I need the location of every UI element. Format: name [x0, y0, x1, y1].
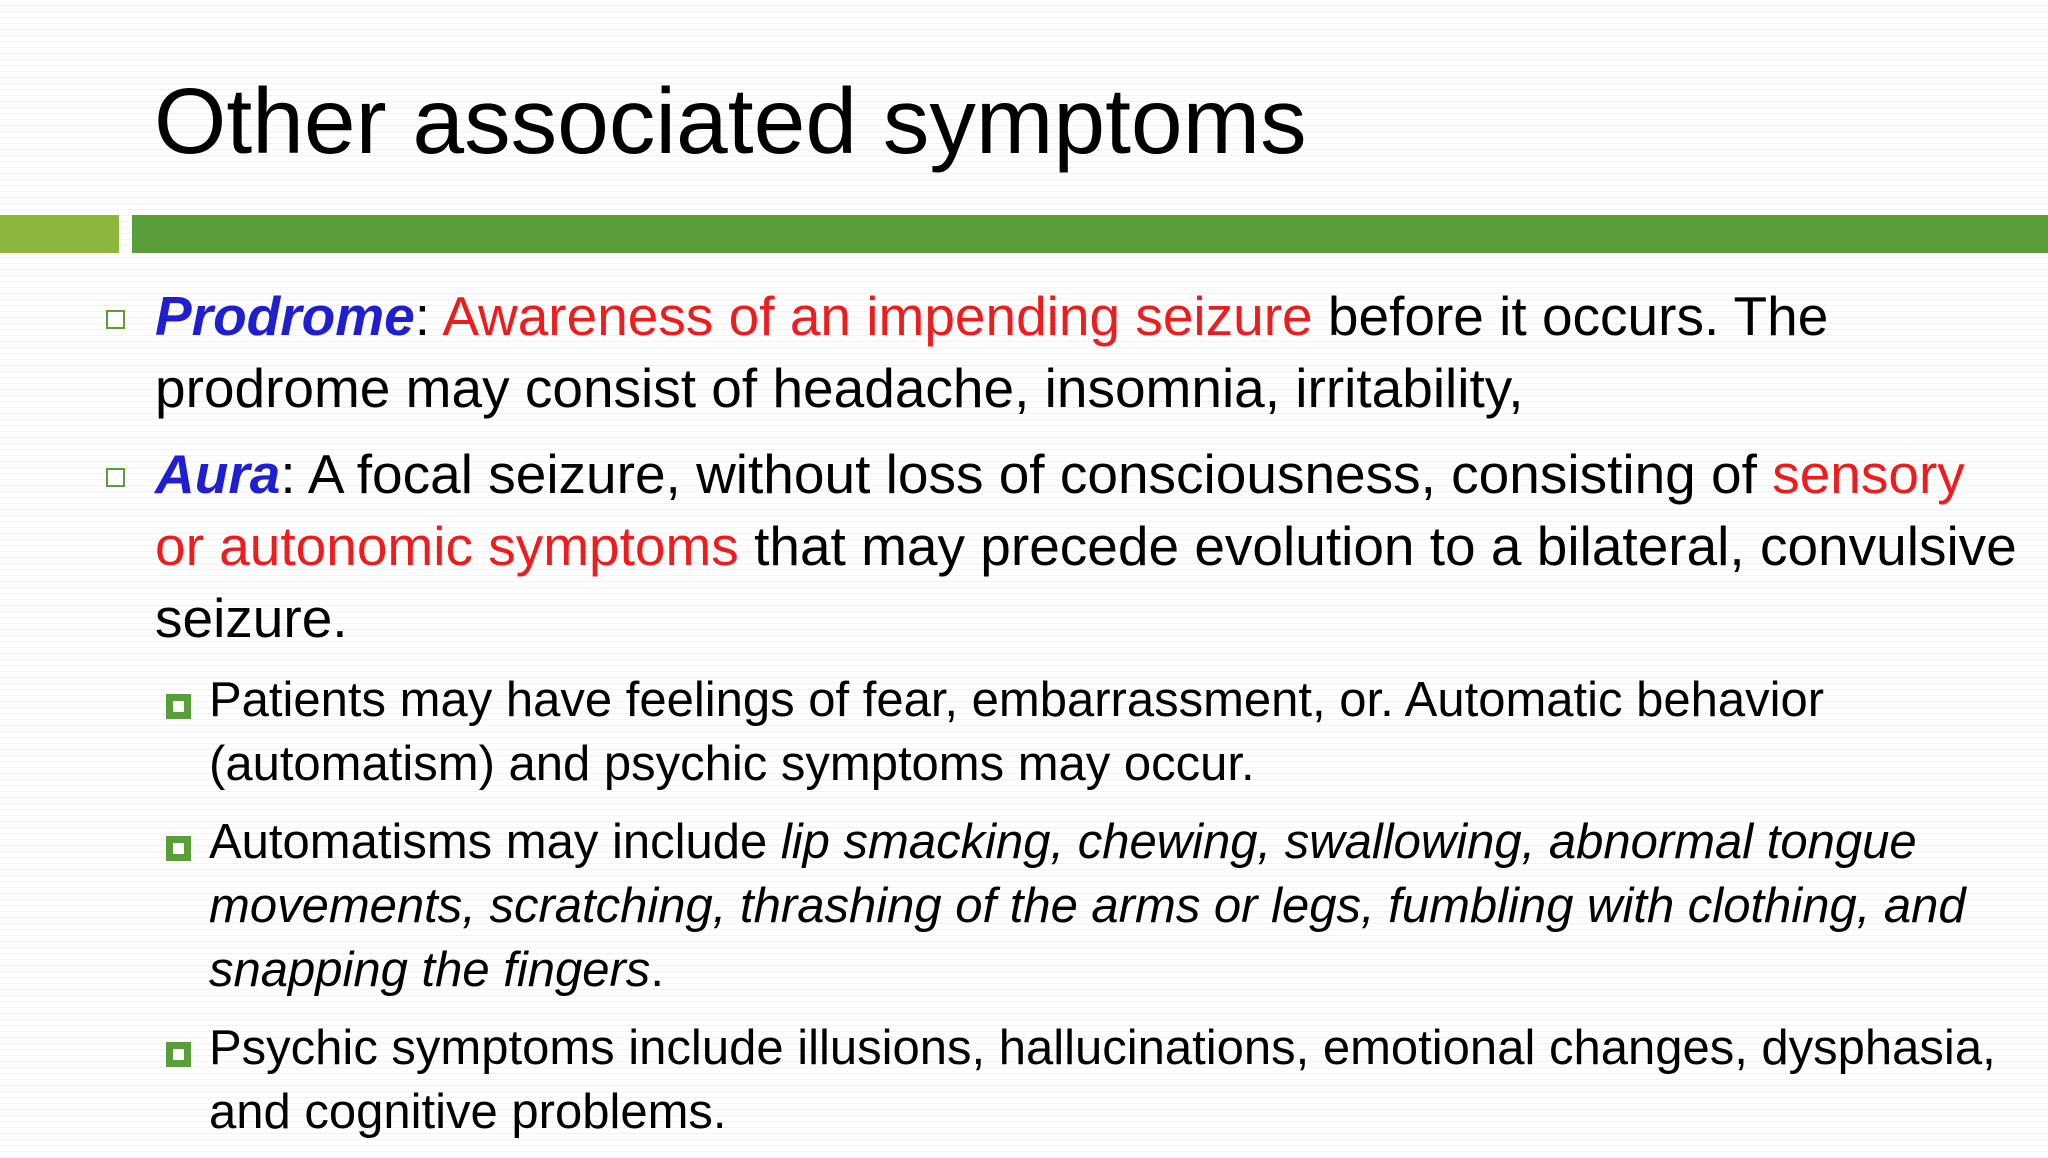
- hollow-square-bullet-icon: [106, 310, 125, 329]
- slide-content: [0, 280, 2048, 1158]
- sub-bullet-text: Patients may have feelings of fear, embarrassment, or. Automatic behavior (automatism) and psychic symptoms may occur.: [209, 673, 1825, 791]
- sub-bullet-text: Psychic symptoms include illusions, hallucinations, emotional changes, dysphasia, and cognitive problems.: [209, 1021, 1996, 1139]
- sub-bullet-psychic: [0, 1016, 2048, 1144]
- hollow-square-bullet-icon: [106, 468, 125, 487]
- aura-text-before: : A focal seizure, without loss of consciousness, consisting of: [280, 443, 1773, 505]
- filled-square-bullet-icon: [166, 1042, 191, 1067]
- filled-square-bullet-icon: [166, 694, 191, 719]
- automatisms-text-after: .: [650, 943, 664, 997]
- prodrome-highlight: Awareness of an impending seizure: [442, 285, 1313, 347]
- sub-bullet-automatisms: [0, 810, 2048, 1002]
- automatisms-text-before: Automatisms may include: [209, 815, 781, 869]
- automatisms-examples: lip smacking, chewing, swallowing, abnormal tongue movements, scratching, thrashing of the arms or legs, fumbling with clothing, and snapping the fingers: [209, 815, 1966, 997]
- aura-highlight: sensory or autonomic symptoms: [155, 443, 1965, 577]
- sub-bullet-feelings: [0, 668, 2048, 796]
- prodrome-text: before it occurs. The prodrome may consist of headache, insomnia, irritability,: [155, 285, 1829, 419]
- title-divider-accent: [0, 215, 119, 253]
- title-divider-bar: [132, 215, 2048, 253]
- bullet-prodrome: [0, 280, 2048, 424]
- aura-text-after: that may precede evolution to a bilateral, convulsive seizure.: [155, 515, 2017, 649]
- slide-title: Other associated symptoms: [154, 69, 1307, 173]
- bullet-aura: [0, 438, 2048, 654]
- filled-square-bullet-icon: [166, 836, 191, 861]
- term-colon: :: [414, 285, 431, 347]
- term-prodrome: Prodrome: [155, 285, 415, 347]
- term-aura: Aura: [155, 443, 281, 505]
